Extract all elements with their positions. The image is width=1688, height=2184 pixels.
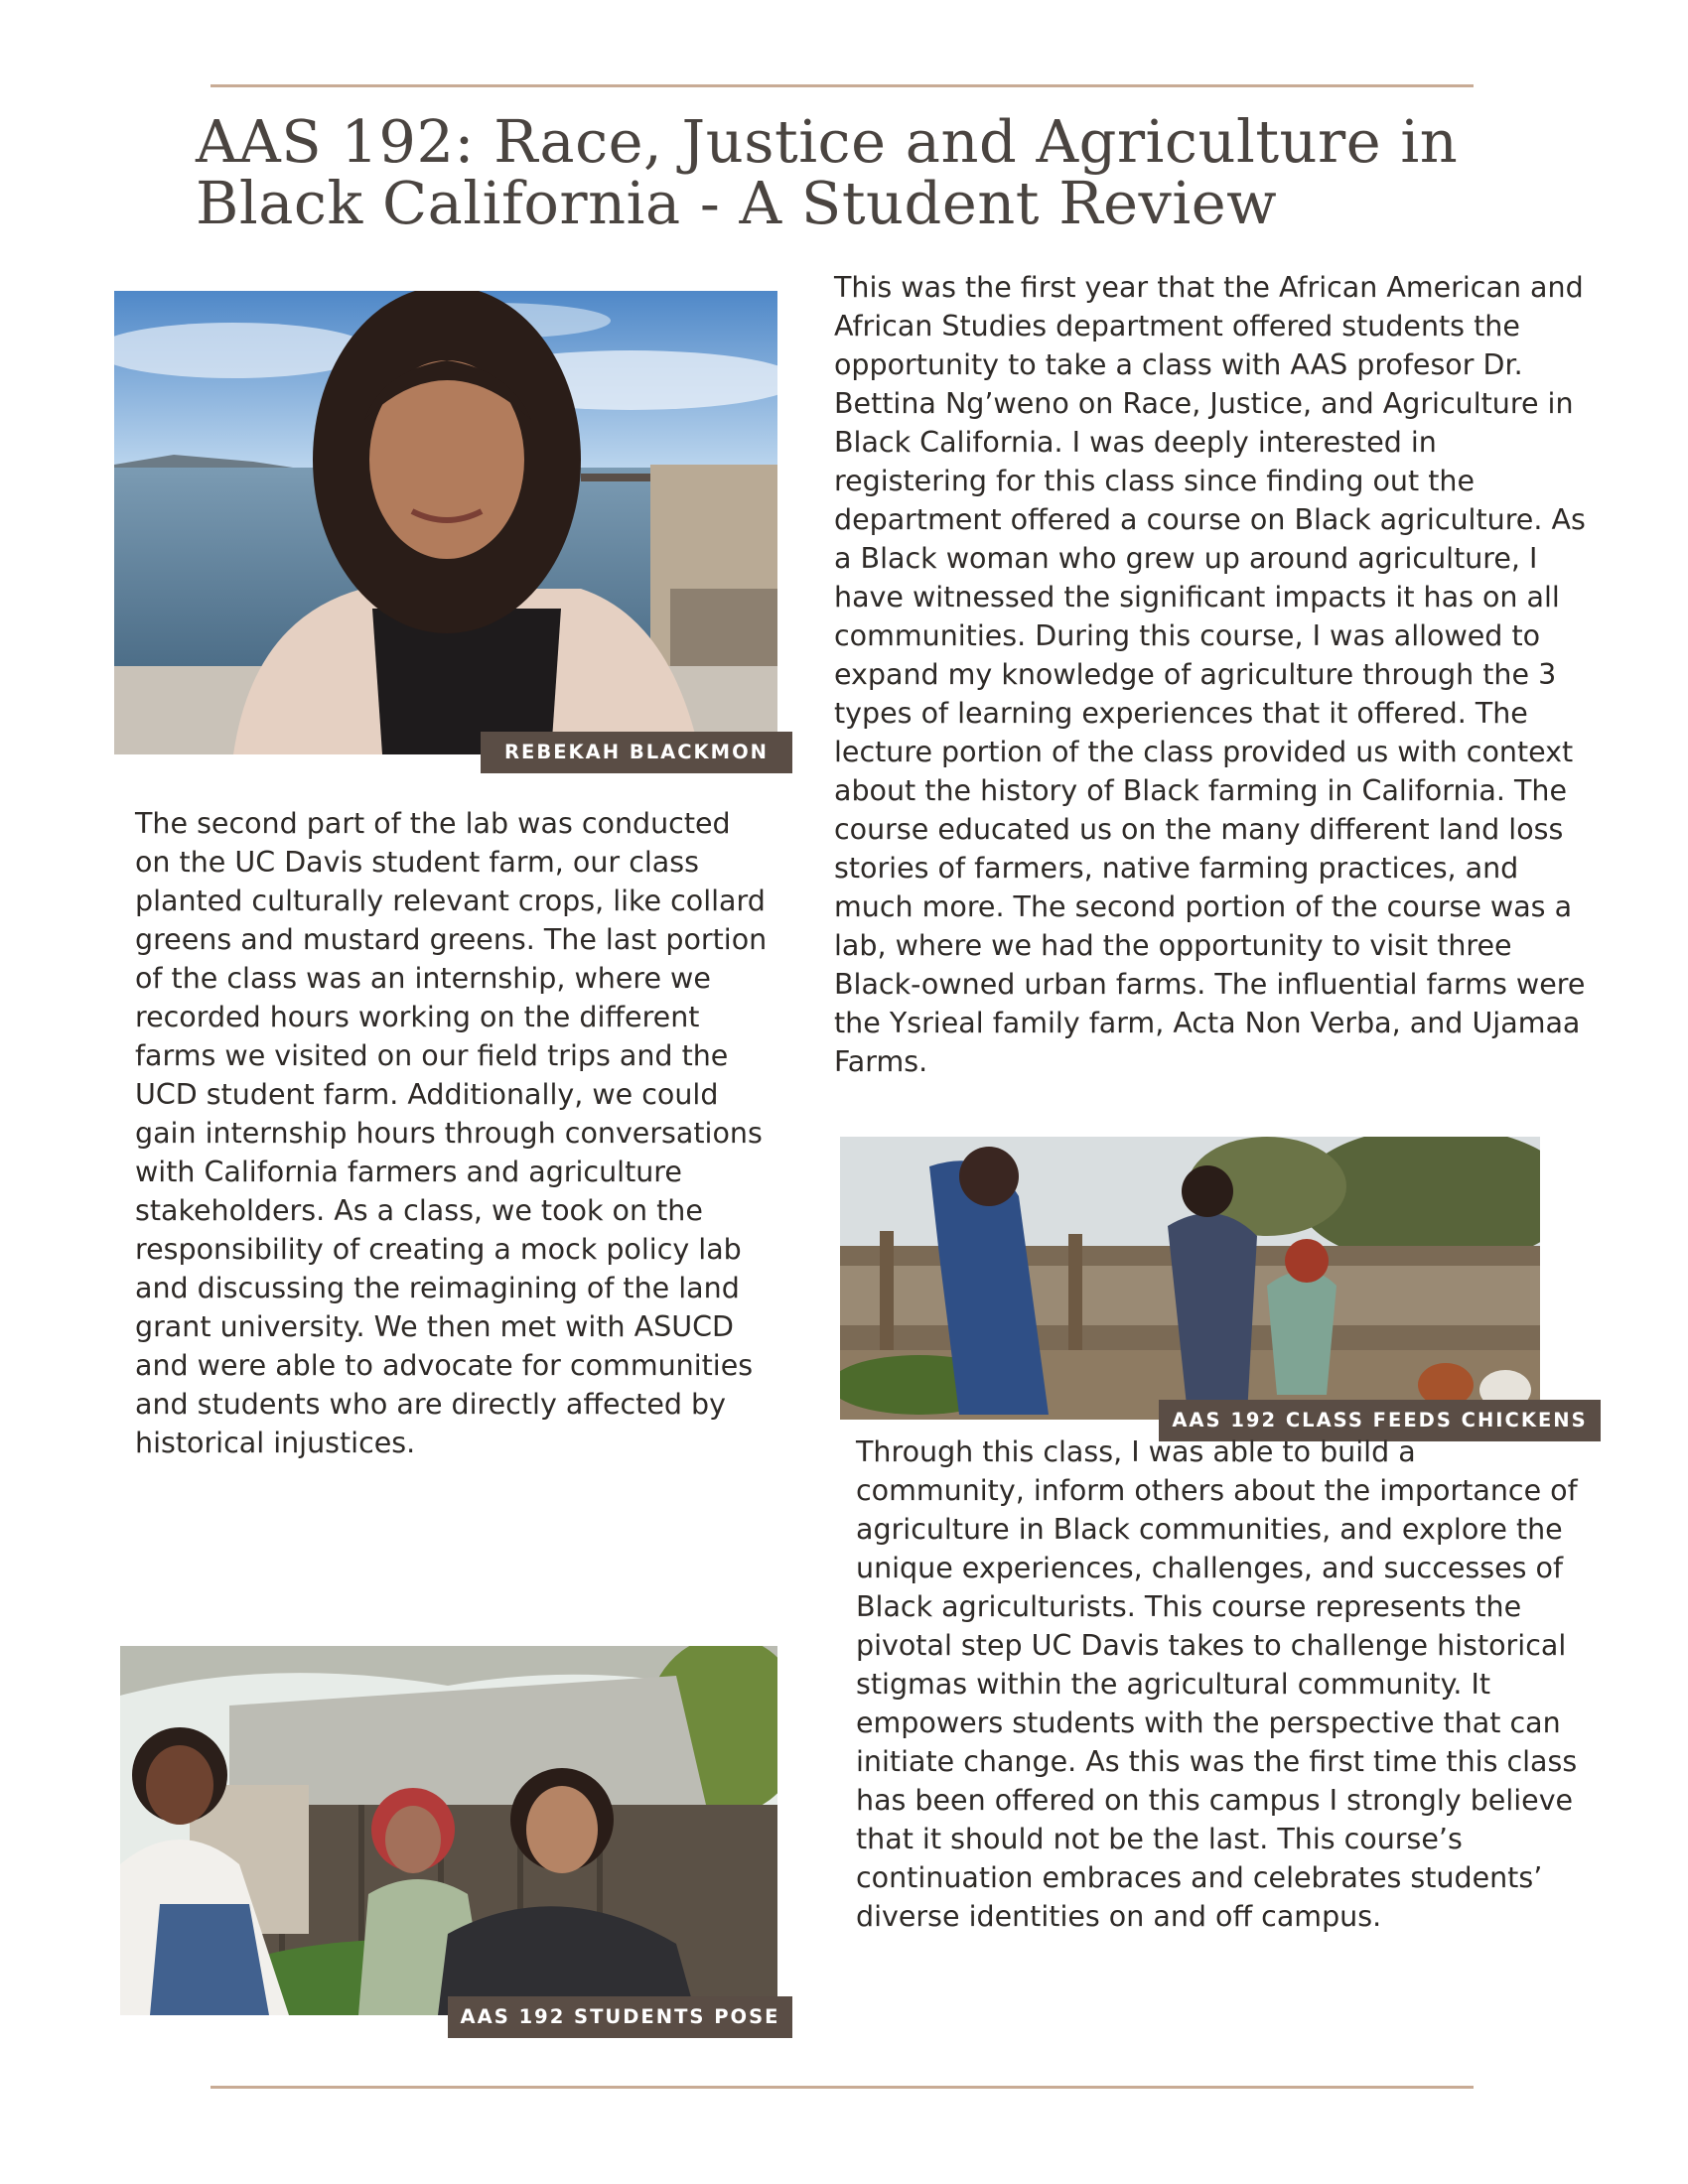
students-photo bbox=[120, 1646, 777, 2015]
bottom-divider bbox=[211, 2086, 1474, 2089]
portrait-photo bbox=[114, 291, 777, 754]
top-divider bbox=[211, 84, 1474, 87]
chickens-photo bbox=[840, 1137, 1540, 1420]
lab-paragraph: The second part of the lab was conducted on the UC Davis student farm, our class planted culturally relevant crops, like collard greens and mustard greens. The last portion of the class was an internship, where we recorded hours working on the different farms we visited on our field trips and the UCD student farm. Additionally, we could gain internship hours through conversations with California farmers and agriculture stakeholders. As a class, we took on the responsibility of creating a mock policy lab and discussing the reimagining of the land grant university. We then met with ASUCD and were able to advocate for communities and students who are directly affected by historical injustices. bbox=[135, 807, 768, 1459]
intro-paragraph: This was the first year that the African American and African Studies department offered students the opportunity to take a class with AAS profesor Dr. Bettina Ng’weno on Race, Justice, and Agriculture in Black California. I was deeply interested in registering for this class since finding out the department offered a course on Black agriculture. As a Black woman who grew up around agriculture, I have witnessed the significant impacts it has on all communities. During this course, I was allowed to expand my knowledge of agriculture through the 3 types of learning experiences that it offered. The lecture portion of the class provided us with context about the history of Black farming in California. The course educated us on the many different land loss stories of farmers, native farming practices, and much more. The second portion of the course was a lab, where we had the opportunity to visit three Black-owned urban farms. The influential farms were the Ysrieal family farm, Acta Non Verba, and Ujamaa Farms. bbox=[834, 271, 1586, 1078]
conclusion-paragraph: Through this class, I was able to build a community, inform others about the importance of agriculture in Black communities, and explore the unique experiences, challenges, and successes of Black agriculturists. This course represents the pivotal step UC Davis takes to challenge historical stigmas within the agricultural community. It empowers students with the perspective that can initiate change. As this was the first time this class has been offered on this campus I strongly believe that it should not be the last. This course’s continuation embraces and celebrates students’ diverse identities on and off campus. bbox=[856, 1435, 1578, 1933]
students-caption: AAS 192 STUDENTS POSE bbox=[448, 1996, 792, 2038]
article-title: AAS 192: Race, Justice and Agriculture in Black California - A Student Review bbox=[196, 107, 1459, 237]
portrait-caption: REBEKAH BLACKMON bbox=[481, 732, 792, 773]
chickens-caption: AAS 192 CLASS FEEDS CHICKENS bbox=[1159, 1400, 1601, 1441]
